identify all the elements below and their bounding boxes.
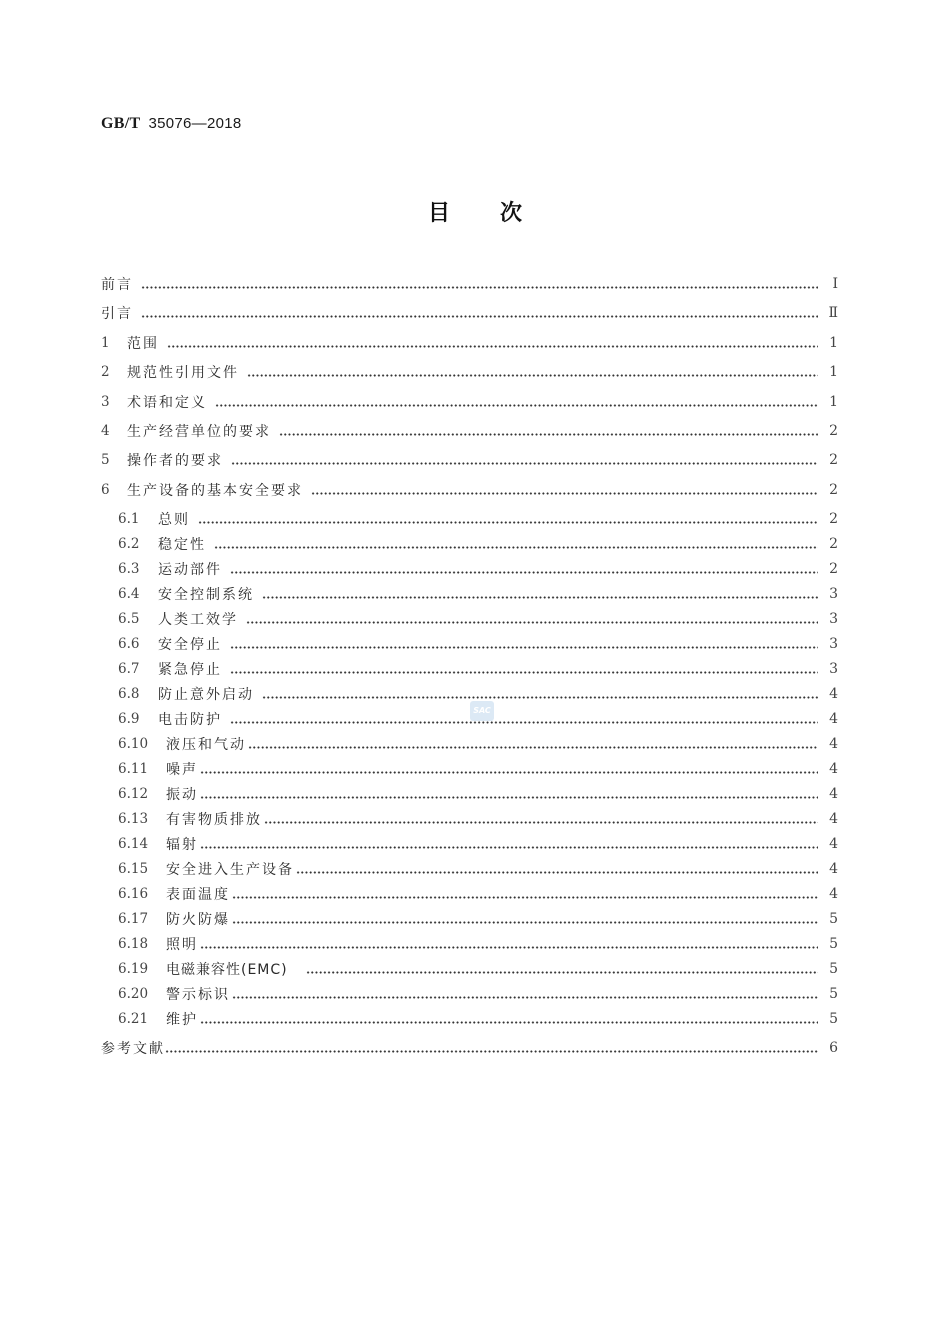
toc-label: 稳定性 <box>158 537 206 553</box>
toc-page: 4 <box>829 861 838 877</box>
toc-entry[interactable] <box>101 882 838 906</box>
toc-number: 6.21 <box>118 1011 149 1027</box>
toc-label: 术语和定义 <box>127 395 207 411</box>
dot-leader <box>296 871 818 874</box>
toc-entry[interactable] <box>101 478 838 502</box>
toc-label: 生产设备的基本安全要求 <box>127 483 303 499</box>
toc-page: 4 <box>829 736 838 752</box>
toc-entry[interactable] <box>101 907 838 931</box>
dot-leader <box>200 796 818 799</box>
toc-page: 2 <box>829 452 838 468</box>
toc-entry[interactable] <box>101 732 838 756</box>
dot-leader <box>231 462 818 465</box>
toc-entry[interactable] <box>101 1007 838 1031</box>
toc-page: 4 <box>829 686 838 702</box>
toc-label: 参考文献 <box>101 1041 165 1057</box>
toc-page: 2 <box>829 482 838 498</box>
toc-entry[interactable] <box>101 360 838 384</box>
toc-number: 6.11 <box>118 761 149 777</box>
toc-page: Ⅰ <box>832 276 838 292</box>
toc-label: 操作者的要求 <box>127 453 223 469</box>
toc-number: 6.1 <box>118 511 140 527</box>
toc-label: 安全停止 <box>158 637 222 653</box>
toc-entry[interactable] <box>101 532 838 556</box>
toc-number: 6.15 <box>118 861 149 877</box>
toc-page: 1 <box>829 364 838 380</box>
dot-leader <box>200 771 818 774</box>
dot-leader <box>165 1050 818 1053</box>
toc-number: 6.3 <box>118 561 140 577</box>
toc-label: 振动 <box>166 787 198 803</box>
toc-page: 4 <box>829 761 838 777</box>
toc-entry[interactable] <box>101 832 838 856</box>
standard-prefix: GB/T <box>101 115 141 132</box>
toc-label: 安全进入生产设备 <box>166 862 294 878</box>
toc-entry-foreword[interactable] <box>101 272 838 296</box>
toc-entry-introduction[interactable] <box>101 301 838 325</box>
toc-entry[interactable] <box>101 857 838 881</box>
sac-watermark-logo: SAC <box>470 701 494 721</box>
toc-label: 电击防护 <box>158 712 222 728</box>
toc-label: 防火防爆 <box>166 912 230 928</box>
toc-entry[interactable] <box>101 607 838 631</box>
dot-leader <box>247 374 818 377</box>
dot-leader <box>141 315 818 318</box>
toc-page: 4 <box>829 836 838 852</box>
toc-page: 1 <box>829 394 838 410</box>
toc-label: 噪声 <box>166 762 198 778</box>
page-title <box>0 196 950 227</box>
dot-leader <box>200 946 818 949</box>
toc-number: 2 <box>101 364 110 380</box>
toc-page: 2 <box>829 536 838 552</box>
toc-label: 警示标识 <box>166 987 230 1003</box>
toc-page: 6 <box>829 1040 838 1056</box>
title-char-1: 目 <box>427 201 450 226</box>
toc-number: 3 <box>101 394 110 410</box>
toc-entry[interactable] <box>101 419 838 443</box>
toc-entry[interactable] <box>101 957 838 981</box>
toc-entry[interactable] <box>101 657 838 681</box>
dot-leader <box>230 646 818 649</box>
toc-number: 5 <box>101 452 110 468</box>
dot-leader <box>279 433 818 436</box>
toc-label: 规范性引用文件 <box>127 365 239 381</box>
toc-entry-bibliography[interactable] <box>101 1036 838 1060</box>
toc-page: 3 <box>829 611 838 627</box>
toc-entry[interactable] <box>101 557 838 581</box>
toc-label: 前言 <box>101 277 133 293</box>
toc-label: 人类工效学 <box>158 612 238 628</box>
toc-number: 6.17 <box>118 911 149 927</box>
toc-entry[interactable] <box>101 582 838 606</box>
dot-leader <box>200 1021 818 1024</box>
toc-number: 6.7 <box>118 661 140 677</box>
toc-entry[interactable] <box>101 932 838 956</box>
dot-leader <box>141 286 818 289</box>
toc-label: 表面温度 <box>166 887 230 903</box>
toc-page: 5 <box>829 936 838 952</box>
toc-page: 2 <box>829 511 838 527</box>
toc-page: 2 <box>829 423 838 439</box>
toc-label: 生产经营单位的要求 <box>127 424 271 440</box>
dot-leader <box>167 345 818 348</box>
toc-page: Ⅱ <box>828 305 838 321</box>
dot-leader <box>262 696 818 699</box>
toc-number: 6.4 <box>118 586 140 602</box>
toc-label: 引言 <box>101 306 133 322</box>
toc-number: 6.14 <box>118 836 149 852</box>
toc-number: 6.18 <box>118 936 149 952</box>
dot-leader <box>262 596 818 599</box>
toc-number: 6.16 <box>118 886 149 902</box>
toc-page: 5 <box>829 911 838 927</box>
toc-entry[interactable] <box>101 390 838 414</box>
toc-entry[interactable] <box>101 757 838 781</box>
toc-number: 6.2 <box>118 536 140 552</box>
dot-leader <box>214 546 818 549</box>
toc-number: 6.13 <box>118 811 149 827</box>
dot-leader <box>246 621 818 624</box>
dot-leader <box>264 821 818 824</box>
dot-leader <box>306 971 818 974</box>
toc-entry[interactable] <box>101 448 838 472</box>
dot-leader <box>232 896 818 899</box>
toc-number: 4 <box>101 423 110 439</box>
toc-label: 运动部件 <box>158 562 222 578</box>
title-char-2: 次 <box>500 201 523 226</box>
toc-label: 防止意外启动 <box>158 687 254 703</box>
toc-label: 总则 <box>158 512 190 528</box>
toc-label: 维护 <box>166 1012 198 1028</box>
toc-label: 辐射 <box>166 837 198 853</box>
standard-code <box>101 114 242 133</box>
toc-page: 5 <box>829 961 838 977</box>
dot-leader <box>198 521 818 524</box>
toc-number: 6.10 <box>118 736 149 752</box>
toc-page: 3 <box>829 661 838 677</box>
toc-number: 6 <box>101 482 110 498</box>
dot-leader <box>232 996 818 999</box>
toc-page: 5 <box>829 1011 838 1027</box>
toc-number: 6.12 <box>118 786 149 802</box>
dot-leader <box>230 671 818 674</box>
toc-number: 6.9 <box>118 711 140 727</box>
toc-page: 1 <box>829 335 838 351</box>
toc-label: 有害物质排放 <box>166 812 262 828</box>
toc-number: 1 <box>101 335 110 351</box>
toc-page: 4 <box>829 886 838 902</box>
toc-number: 6.8 <box>118 686 140 702</box>
dot-leader <box>248 746 818 749</box>
toc-entry[interactable] <box>101 507 838 531</box>
toc-page: 5 <box>829 986 838 1002</box>
toc-label: 安全控制系统 <box>158 587 254 603</box>
toc-page: 3 <box>829 636 838 652</box>
toc-page: 4 <box>829 711 838 727</box>
toc-number: 6.20 <box>118 986 149 1002</box>
toc-number: 6.19 <box>118 961 149 977</box>
toc-number: 6.5 <box>118 611 140 627</box>
toc-entry[interactable] <box>101 807 838 831</box>
toc-page: 2 <box>829 561 838 577</box>
toc-page: 4 <box>829 786 838 802</box>
dot-leader <box>200 846 818 849</box>
toc-entry[interactable] <box>101 982 838 1006</box>
dot-leader <box>232 921 818 924</box>
toc-label: 照明 <box>166 937 198 953</box>
dot-leader <box>311 492 818 495</box>
toc-label: 紧急停止 <box>158 662 222 678</box>
toc-label: 电磁兼容性(EMC) <box>166 962 288 978</box>
toc-page: 3 <box>829 586 838 602</box>
standard-number: 35076—2018 <box>148 115 242 132</box>
toc-number: 6.6 <box>118 636 140 652</box>
dot-leader <box>215 404 818 407</box>
toc-entry[interactable] <box>101 632 838 656</box>
toc-label: 范围 <box>127 336 159 352</box>
toc-entry[interactable] <box>101 331 838 355</box>
toc-page: 4 <box>829 811 838 827</box>
toc-entry[interactable] <box>101 782 838 806</box>
dot-leader <box>230 571 818 574</box>
dot-leader <box>230 721 818 724</box>
toc-label: 液压和气动 <box>166 737 246 753</box>
